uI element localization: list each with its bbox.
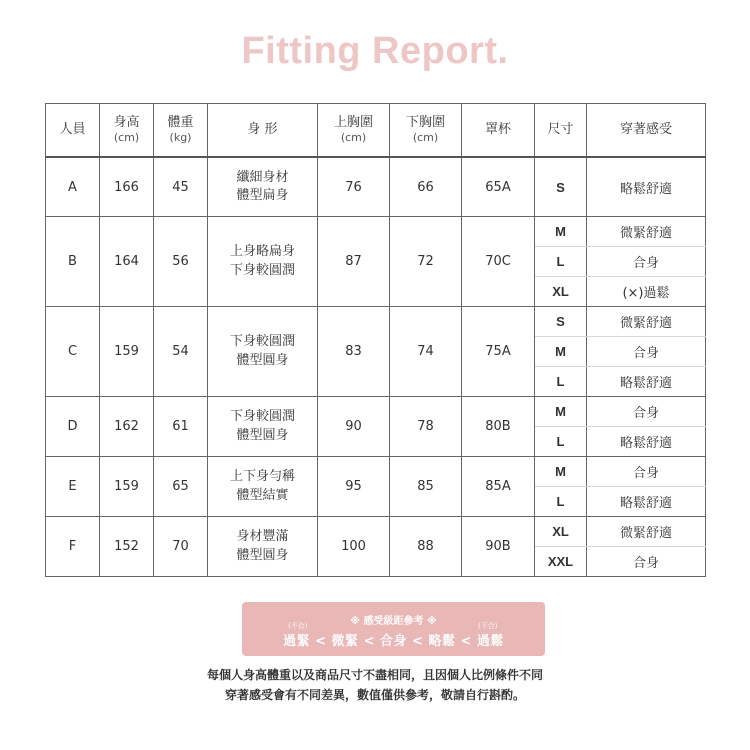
person-cell: C xyxy=(46,307,100,397)
page-title: Fitting Report. xyxy=(241,30,509,72)
fit-feel-cell: 略鬆舒適 xyxy=(587,487,706,517)
body-shape-cell xyxy=(208,307,318,397)
under-bust-cell: 88 xyxy=(390,517,462,577)
body-shape-line: 上身略扁身 xyxy=(229,244,295,260)
fit-feel-cell: 微緊舒適 xyxy=(587,307,706,337)
table-row xyxy=(46,217,706,247)
body-shape-line: 體型圓身 xyxy=(236,427,289,443)
size-cell: L xyxy=(535,487,587,517)
header-label: 上胸圍 xyxy=(333,115,373,130)
header-unit: (cm) xyxy=(412,131,439,145)
header-fit-feel xyxy=(587,104,706,158)
body-shape-line: 下身較圓潤 xyxy=(229,409,295,425)
header-size xyxy=(535,104,587,158)
size-cell: S xyxy=(535,157,587,217)
size-cell: M xyxy=(535,217,587,247)
height-cell: 162 xyxy=(100,397,154,457)
person-cell: F xyxy=(46,517,100,577)
fit-feel-cell: 合身 xyxy=(587,247,706,277)
header-top-bust xyxy=(318,104,390,158)
body-shape-line: 體型結實 xyxy=(236,487,289,503)
body-shape-line: 體型圓身 xyxy=(236,547,289,563)
size-cell: XXL xyxy=(535,547,587,577)
body-shape-cell xyxy=(208,397,318,457)
header-unit: (cm) xyxy=(340,131,367,145)
header-label: 身高 xyxy=(113,115,140,130)
header-body-shape xyxy=(208,104,318,158)
top-bust-cell: 90 xyxy=(318,397,390,457)
table-header-row xyxy=(46,104,706,158)
fit-feel-cell: 微緊舒適 xyxy=(587,517,706,547)
body-shape-line: 身材豐滿 xyxy=(236,529,289,545)
weight-cell: 61 xyxy=(154,397,208,457)
body-shape-cell xyxy=(208,457,318,517)
header-label: 下胸圍 xyxy=(405,115,445,130)
size-cell: L xyxy=(535,247,587,277)
person-cell: D xyxy=(46,397,100,457)
person-cell: B xyxy=(46,217,100,307)
fit-feel-cell: 合身 xyxy=(587,457,706,487)
height-cell: 152 xyxy=(100,517,154,577)
body-shape-cell xyxy=(208,517,318,577)
fit-feel-cell: 略鬆舒適 xyxy=(587,367,706,397)
size-cell: L xyxy=(535,367,587,397)
header-cup xyxy=(462,104,535,158)
legend-caption: ※ 感受級距參考 ※ xyxy=(350,616,437,627)
fit-feel-cell: (×)過鬆 xyxy=(587,277,706,307)
body-shape-line: 上下身勻稱 xyxy=(229,469,295,485)
size-cell: XL xyxy=(535,277,587,307)
fit-feel-cell: 合身 xyxy=(587,397,706,427)
size-cell: M xyxy=(535,457,587,487)
body-shape-line: 下身較圓潤 xyxy=(229,262,295,278)
body-shape-cell xyxy=(208,157,318,217)
table-row xyxy=(46,157,706,217)
header-height xyxy=(100,104,154,158)
cup-cell: 75A xyxy=(462,307,535,397)
weight-cell: 56 xyxy=(154,217,208,307)
cup-cell: 70C xyxy=(462,217,535,307)
legend-scale: 過緊 < 微緊 < 合身 < 略鬆 < 過鬆 xyxy=(283,634,504,649)
header-weight xyxy=(154,104,208,158)
header-label: 體重 xyxy=(167,115,194,130)
weight-cell: 54 xyxy=(154,307,208,397)
weight-cell: 65 xyxy=(154,457,208,517)
legend-left-tag: (不合) xyxy=(288,622,308,630)
height-cell: 164 xyxy=(100,217,154,307)
under-bust-cell: 74 xyxy=(390,307,462,397)
height-cell: 166 xyxy=(100,157,154,217)
height-cell: 159 xyxy=(100,307,154,397)
top-bust-cell: 87 xyxy=(318,217,390,307)
person-cell: E xyxy=(46,457,100,517)
cup-cell: 65A xyxy=(462,157,535,217)
table-row xyxy=(46,307,706,337)
fit-feel-cell: 合身 xyxy=(587,547,706,577)
size-cell: S xyxy=(535,307,587,337)
header-unit: (cm) xyxy=(113,131,140,145)
weight-cell: 70 xyxy=(154,517,208,577)
size-cell: M xyxy=(535,397,587,427)
disclaimer-line-1: 每個人身高體重以及商品尺寸不盡相同，且因個人比例條件不同 xyxy=(206,668,543,682)
top-bust-cell: 95 xyxy=(318,457,390,517)
cup-cell: 90B xyxy=(462,517,535,577)
fitting-table xyxy=(45,103,706,577)
size-cell: L xyxy=(535,427,587,457)
fit-feel-cell: 合身 xyxy=(587,337,706,367)
body-shape-line: 體型扁身 xyxy=(236,188,289,203)
header-label: 尺寸 xyxy=(547,121,574,137)
top-bust-cell: 83 xyxy=(318,307,390,397)
cup-cell: 85A xyxy=(462,457,535,517)
table-body xyxy=(46,157,706,577)
disclaimer-line-2: 穿著感受會有不同差異，數值僅供參考，敬請自行斟酌。 xyxy=(224,688,525,702)
header-unit: (kg) xyxy=(169,131,192,145)
legend-right-tag: (不合) xyxy=(478,622,498,630)
weight-cell: 45 xyxy=(154,157,208,217)
top-bust-cell: 100 xyxy=(318,517,390,577)
header-label: 罩杯 xyxy=(484,121,511,137)
header-label: 穿著感受 xyxy=(619,121,672,137)
top-bust-cell: 76 xyxy=(318,157,390,217)
body-shape-line: 纖細身材 xyxy=(236,169,289,185)
fit-feel-cell: 微緊舒適 xyxy=(587,217,706,247)
table-row xyxy=(46,457,706,487)
height-cell: 159 xyxy=(100,457,154,517)
body-shape-cell xyxy=(208,217,318,307)
table-row xyxy=(46,517,706,547)
size-cell: M xyxy=(535,337,587,367)
person-cell: A xyxy=(46,157,100,217)
under-bust-cell: 78 xyxy=(390,397,462,457)
under-bust-cell: 72 xyxy=(390,217,462,307)
body-shape-line: 下身較圓潤 xyxy=(229,334,295,350)
header-person xyxy=(46,104,100,158)
fit-feel-cell: 略鬆舒適 xyxy=(587,157,706,217)
fit-feel-cell: 略鬆舒適 xyxy=(587,427,706,457)
header-label: 人員 xyxy=(59,121,86,137)
header-under-bust xyxy=(390,104,462,158)
fit-scale-legend xyxy=(242,602,545,656)
under-bust-cell: 85 xyxy=(390,457,462,517)
header-label: 身 形 xyxy=(247,121,278,137)
under-bust-cell: 66 xyxy=(390,157,462,217)
body-shape-line: 體型圓身 xyxy=(236,352,289,368)
cup-cell: 80B xyxy=(462,397,535,457)
size-cell: XL xyxy=(535,517,587,547)
table-row xyxy=(46,397,706,427)
